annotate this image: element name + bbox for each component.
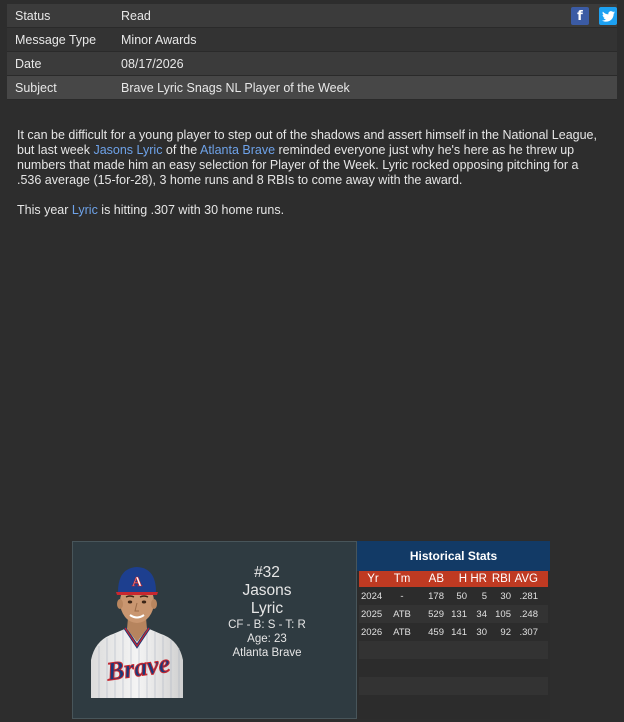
article-body [17,128,602,233]
col-header-yr[interactable]: Yr [367,573,379,585]
meta-value: Brave Lyric Snags NL Player of the Week [121,80,350,95]
stat-avg: .281 [519,590,538,602]
col-header-hr[interactable]: HR [470,573,487,585]
col-header-h[interactable]: H [458,573,467,585]
player-last-name[interactable]: Lyric [250,600,284,617]
player-link[interactable]: Lyric [71,203,98,217]
twitter-share-button[interactable] [599,7,617,25]
player-team[interactable]: Atlanta Brave [232,647,302,659]
meta-row-date [7,52,617,76]
player-info [207,564,327,660]
stats-row-empty [359,641,548,659]
article-text: of the [162,143,200,157]
stat-yr: 2024 [361,590,383,602]
message-meta-table [7,4,617,100]
stat-rbi: 92 [500,626,511,638]
col-header-avg[interactable]: AVG [514,573,538,585]
player-first-name[interactable]: Jasons [242,582,292,599]
stat-yr: 2025 [361,608,383,620]
stats-row-empty [359,677,548,695]
facebook-share-button[interactable] [571,7,589,25]
stat-avg: .248 [519,608,538,620]
stat-rbi: 30 [500,590,511,602]
social-share-buttons [571,7,617,25]
player-portrait[interactable] [91,562,183,698]
stat-hr: 30 [476,626,487,638]
article-text: reminded everyone just why he's here as he threw up numbers that made him an easy selection for Player of the Week. Lyric rocked opposing pitching for a .536 average (15-for-28), 3 home runs and 8 RBIs to come away with the award. [17,143,579,187]
stats-row-empty [359,695,548,713]
stats-row [359,587,548,605]
stat-tm: ATB [393,626,411,638]
player-age: Age: 23 [247,633,287,645]
stat-ab: 529 [428,608,444,620]
stat-h: 50 [456,590,467,602]
player-card [72,541,357,719]
player-link[interactable]: Jasons Lyric [93,143,163,157]
meta-label: Date [15,56,42,71]
article-paragraph [17,203,602,218]
col-header-tm[interactable]: Tm [393,573,411,585]
stat-yr: 2026 [361,626,383,638]
stat-tm: - [400,590,404,602]
meta-label: Status [15,8,51,23]
stat-avg: .307 [519,626,538,638]
stats-title: Historical Stats [357,541,550,571]
meta-label: Subject [15,80,57,95]
team-link[interactable]: Atlanta Brave [199,143,276,157]
meta-label: Message Type [15,32,97,47]
stat-h: 131 [451,608,467,620]
article-text: This year [17,203,72,217]
article-paragraph [17,128,602,188]
stat-hr: 34 [476,608,487,620]
article-text: It can be difficult for a young player to step out of the shadows and assert himself in the National League, but last week [17,128,597,157]
stats-row [359,605,548,623]
meta-value: Read [121,8,151,23]
meta-row-subject [7,76,617,100]
cap-logo: A [131,575,143,590]
article-text: is hitting .307 with 30 home runs. [97,203,285,217]
col-header-rbi[interactable]: RBI [491,573,511,585]
twitter-icon [602,11,615,22]
historical-stats-panel [357,541,550,719]
stat-h: 141 [451,626,467,638]
stat-ab: 459 [428,626,444,638]
stats-row-empty [359,659,548,677]
stat-rbi: 105 [495,608,511,620]
stats-header-row [359,571,548,587]
player-number: #32 [254,564,280,581]
stat-hr: 5 [481,590,487,602]
meta-value: Minor Awards [121,32,197,47]
meta-value: 08/17/2026 [121,56,184,71]
meta-row-status [7,4,617,28]
player-positions: CF - B: S - T: R [228,619,306,631]
meta-row-message-type [7,28,617,52]
facebook-icon: f [577,8,583,24]
stats-row [359,623,548,641]
col-header-ab[interactable]: AB [428,573,444,585]
stat-ab: 178 [428,590,444,602]
stat-tm: ATB [393,608,411,620]
jersey-script: Brave [104,648,172,687]
